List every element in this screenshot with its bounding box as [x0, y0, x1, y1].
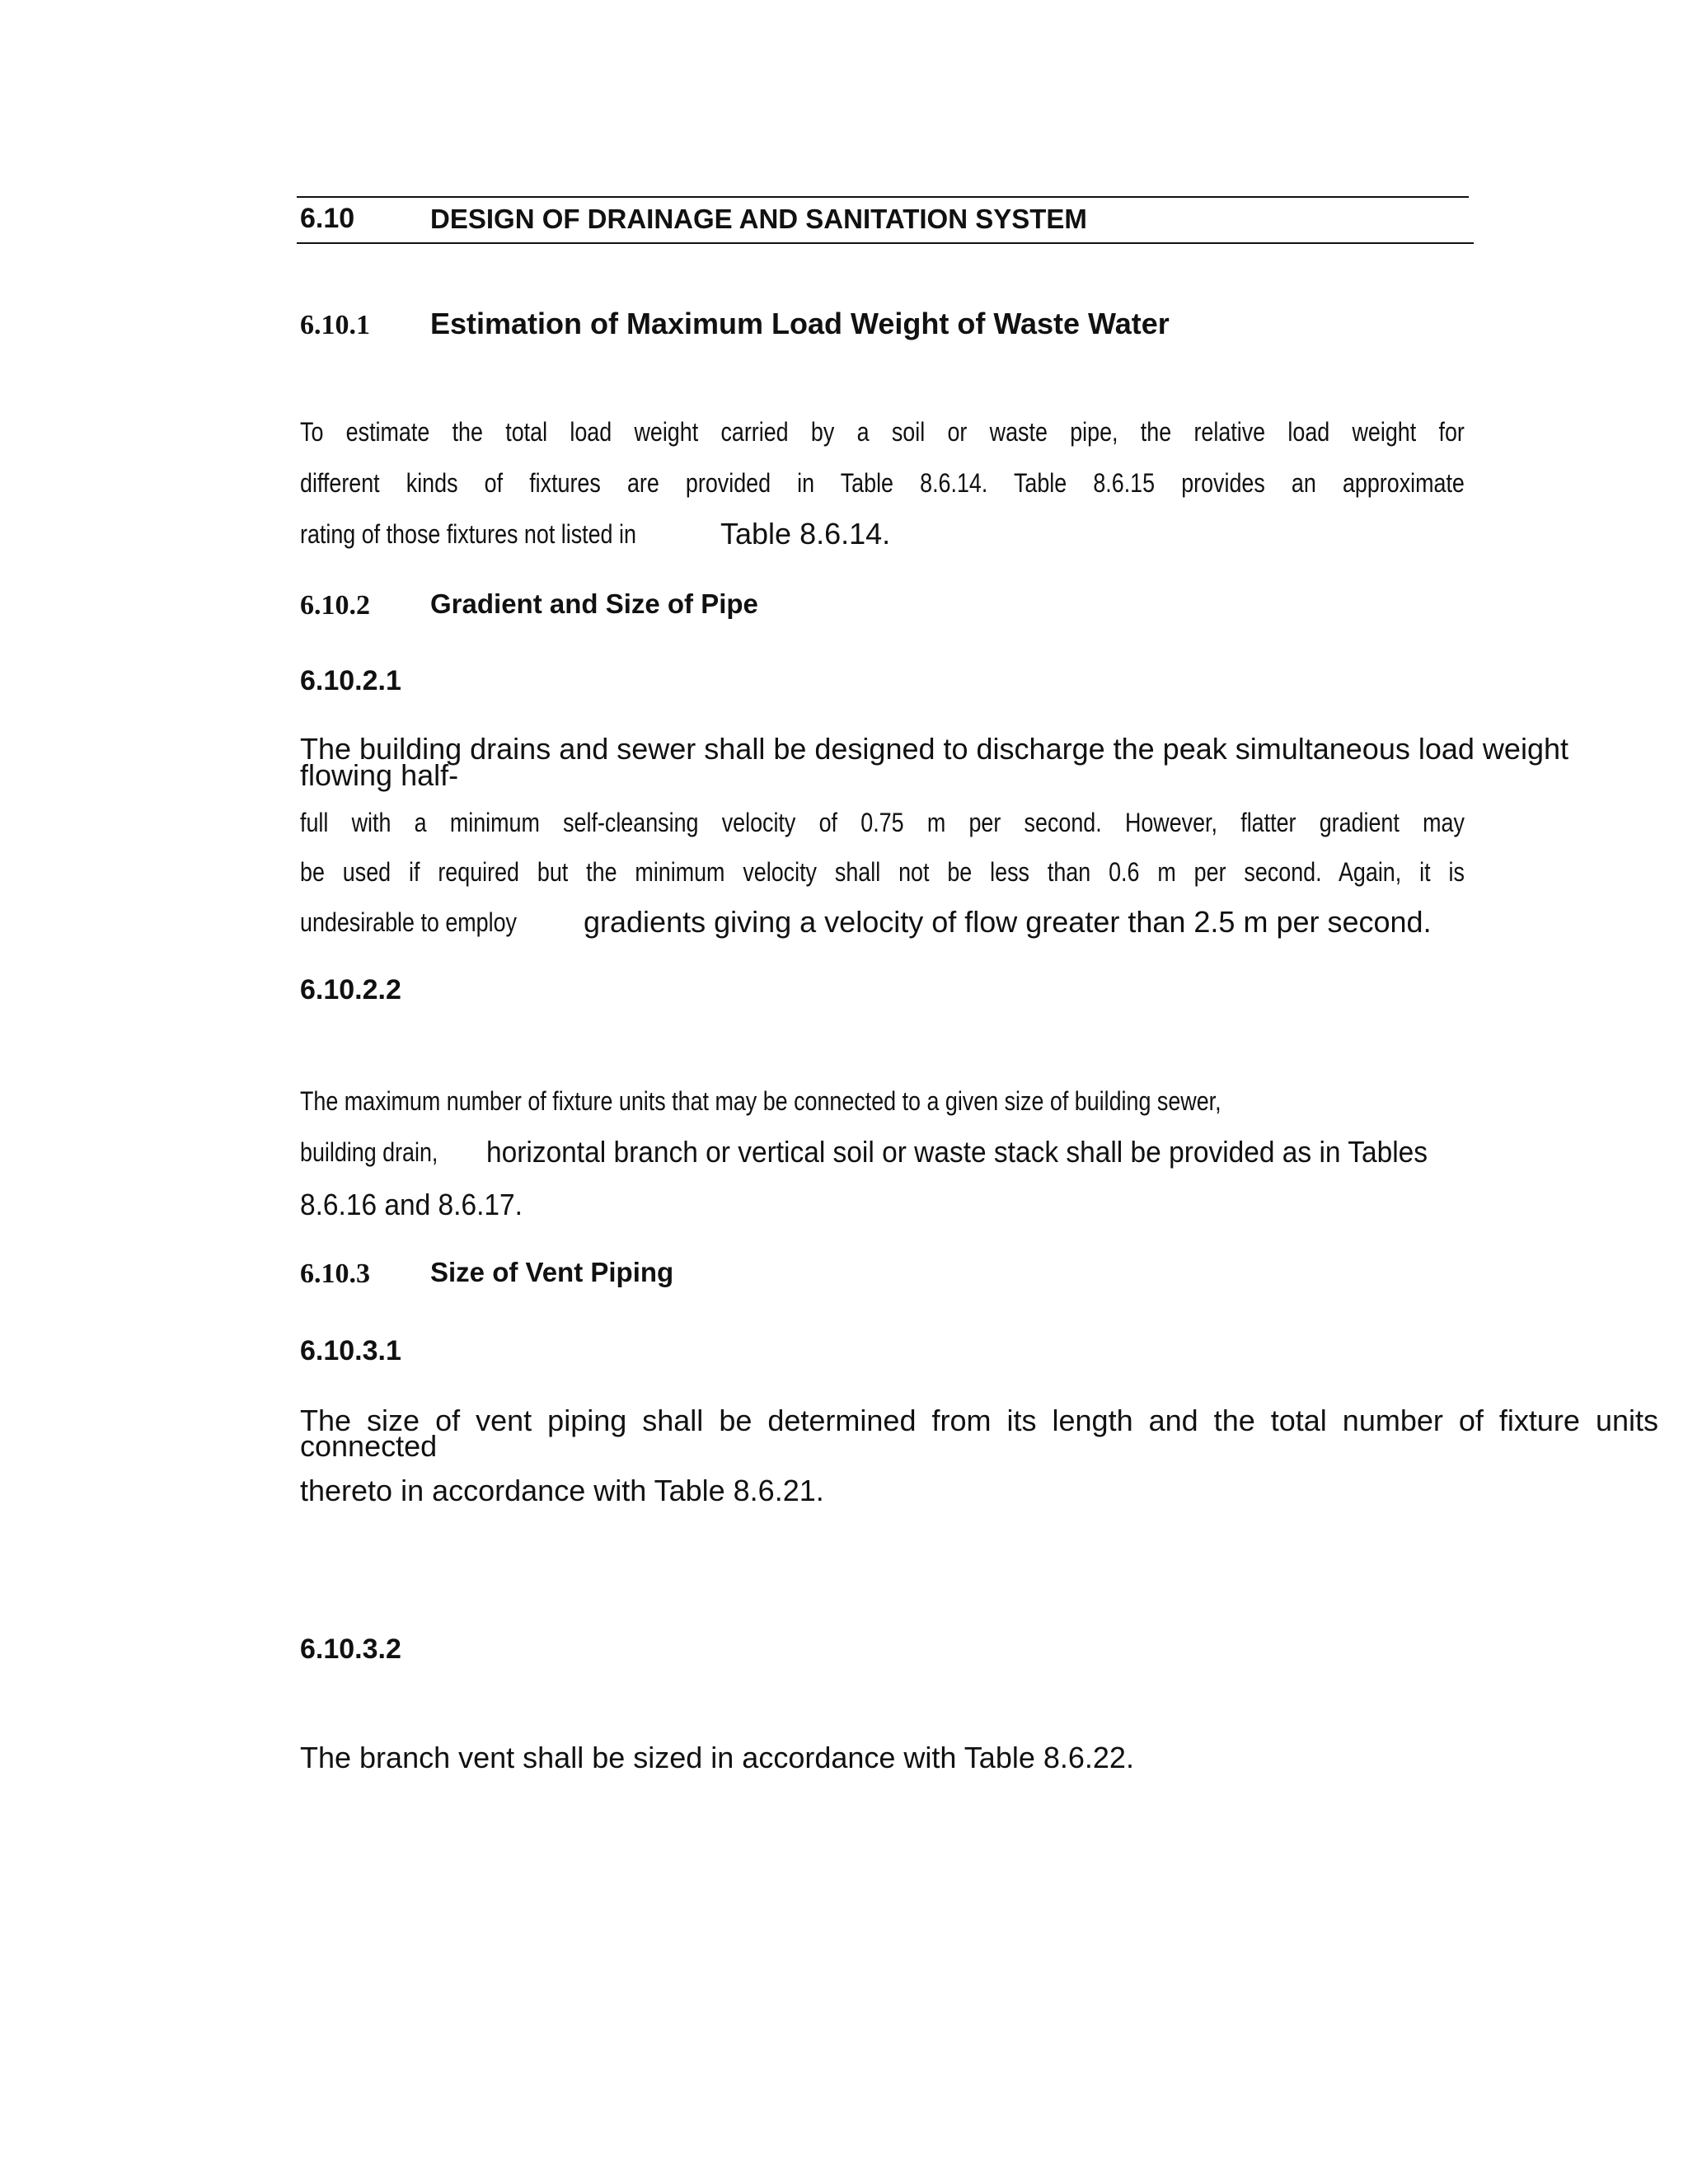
clause-6-10-3-1-line-3: thereto in accordance with Table 8.6.21.: [300, 1474, 824, 1507]
clause-6-10-2-1-line-2: flowing half-: [300, 758, 459, 792]
subsection-6-10-1-title: Estimation of Maximum Load Weight of Waste Water: [430, 307, 1170, 340]
paragraph-6-10-1-line-1: To estimate the total load weight carried by a soil or waste pipe, the relative load weight for: [300, 417, 1465, 447]
clause-6-10-2-2-line-2a: building drain,: [300, 1137, 438, 1167]
bottom-rule: [297, 242, 1474, 244]
clause-6-10-2-2-line-3: 8.6.16 and 8.6.17.: [300, 1188, 523, 1221]
clause-6-10-3-2-line-1: The branch vent shall be sized in accordance with Table 8.6.22.: [300, 1741, 1134, 1774]
clause-6-10-3-1-line-2: connected: [300, 1429, 438, 1463]
paragraph-6-10-1-line-3b: Table 8.6.14.: [720, 517, 891, 551]
clause-6-10-2-2-number: 6.10.2.2: [300, 974, 401, 1005]
top-rule: [297, 196, 1469, 198]
clause-6-10-2-1-line-5b: gradients giving a velocity of flow greater than 2.5 m per second.: [584, 905, 1432, 939]
subsection-6-10-2-title: Gradient and Size of Pipe: [430, 588, 758, 619]
section-title: DESIGN OF DRAINAGE AND SANITATION SYSTEM: [430, 204, 1087, 234]
subsection-6-10-3-title: Size of Vent Piping: [430, 1257, 674, 1287]
clause-6-10-3-1-line-1: The size of vent piping shall be determined from its length and the total number of fixture units: [300, 1404, 1658, 1437]
paragraph-6-10-1-line-3a: rating of those fixtures not listed in: [300, 519, 636, 549]
subsection-6-10-2-number: 6.10.2: [300, 590, 370, 621]
clause-6-10-2-1-line-5a: undesirable to employ: [300, 907, 517, 937]
subsection-6-10-1-number: 6.10.1: [300, 310, 370, 340]
clause-6-10-2-1-line-1: The building drains and sewer shall be designed to discharge the peak simultaneous load weight: [300, 732, 1568, 766]
subsection-6-10-3-number: 6.10.3: [300, 1258, 370, 1289]
paragraph-6-10-1-line-2: different kinds of fixtures are provided in Table 8.6.14. Table 8.6.15 provides an approximate: [300, 468, 1465, 498]
section-number: 6.10: [300, 203, 355, 234]
clause-6-10-2-1-line-4: be used if required but the minimum velocity shall not be less than 0.6 m per second. Again, it is: [300, 857, 1465, 887]
clause-6-10-2-2-line-2b: horizontal branch or vertical soil or waste stack shall be provided as in Tables: [486, 1135, 1428, 1169]
clause-6-10-2-2-line-1: The maximum number of fixture units that may be connected to a given size of building sewer,: [300, 1086, 1221, 1116]
clause-6-10-3-2-number: 6.10.3.2: [300, 1633, 401, 1665]
clause-6-10-2-1-number: 6.10.2.1: [300, 665, 401, 696]
clause-6-10-2-1-line-3: full with a minimum self-cleansing velocity of 0.75 m per second. However, flatter gradient may: [300, 808, 1465, 837]
clause-6-10-3-1-number: 6.10.3.1: [300, 1335, 401, 1366]
